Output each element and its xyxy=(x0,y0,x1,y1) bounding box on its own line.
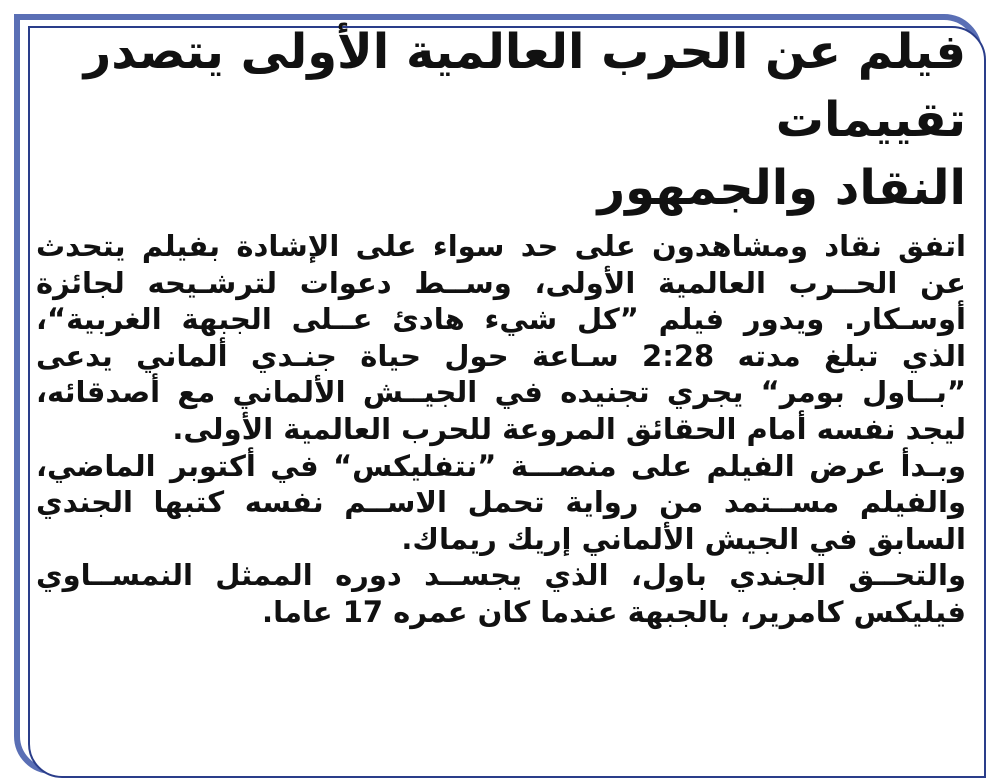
paragraph-line: الذي تبلغ مدته 2:28 سـاعة حول حياة جنـدي ألماني يدعى xyxy=(36,338,966,373)
paragraph-line: فيليكس كامرير، بالجبهة عندما كان عمره 17 عاما. xyxy=(262,594,966,629)
paragraph-line: أوسـكار. ويدور فيلم ”كل شيء هادئ عــلى الجبهة الغربية“، xyxy=(36,302,966,337)
paragraph-line: والتحــق الجندي باول، الذي يجســد دوره الممثل النمســاوي xyxy=(36,558,966,593)
paragraph-line: وبـدأ عرض الفيلم على منصـــة ”نتفليكس“ في أكتوبر الماضي، xyxy=(36,448,966,483)
paragraph-line: عن الحــرب العالمية الأولى، وســط دعوات لترشـيحه لجائزة xyxy=(36,265,966,300)
headline-line: فيلم عن الحرب العالمية الأولى يتصدر تقييمات xyxy=(83,24,966,148)
paragraph-line: اتفق نقاد ومشاهدون على حد سواء على الإشادة بفيلم يتحدث xyxy=(36,229,966,263)
paragraph-line: ليجد نفسه أمام الحقائق المروعة للحرب العالمية الأولى. xyxy=(172,411,966,446)
paragraph-line: السابق في الجيش الألماني إريك ريماك. xyxy=(401,521,966,556)
paragraph-line: ”بــاول بومر“ يجري تجنيده في الجيــش الألماني مع أصدقائه، xyxy=(36,375,966,410)
paragraph-line: والفيلم مســتمد من رواية تحمل الاســم نفسه كتبها الجندي xyxy=(36,485,966,520)
article-paragraph xyxy=(36,557,966,630)
headline-line: النقاد والجمهور xyxy=(597,160,966,216)
article-headline xyxy=(36,18,966,222)
article-paragraph xyxy=(36,448,966,558)
article xyxy=(36,18,966,631)
article-paragraph xyxy=(36,228,966,448)
